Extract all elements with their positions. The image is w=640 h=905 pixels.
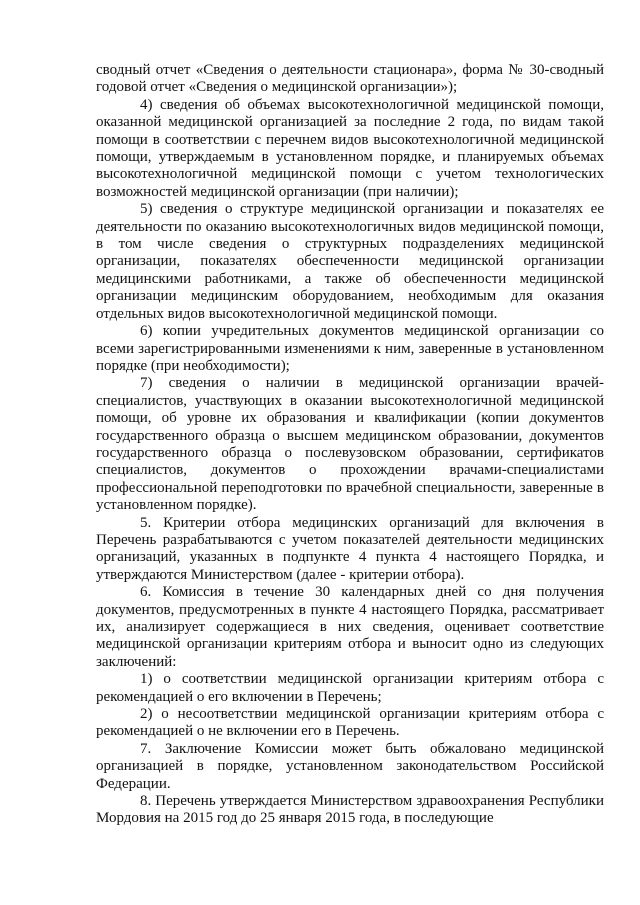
paragraph-item-5: 5) сведения о структуре медицинской организации и показателях ее деятельности по оказанию высокотехнологичных видов медицинской помощи, в том числе сведения о структурных подразделениях медицинской организации, показателях обеспеченности медицинской организации медицинскими работниками, а также об обеспеченности медицинской организации медицинским оборудованием, необходимым для оказания отдельных видов высокотехнологичной медицинской помощи.: [96, 201, 604, 322]
paragraph-item-4: 4) сведения об объемах высокотехнологичной медицинской помощи, оказанной медицинской организацией за последние 2 года, по видам такой помощи в соответствии с перечнем видов высокотехнологичной медицинской помощи, утверждаемым в установленном порядке, и планируемых объемах высокотехнологичной медицинской помощи с учетом технологических возможностей медицинской организации (при наличии);: [96, 96, 604, 200]
paragraph-item-7: 7) сведения о наличии в медицинской организации врачей-специалистов, участвующих в оказании высокотехнологичной медицинской помощи, об уровне их образования и квалификации (копии документов государственного образца о высшем медицинском образовании, документов государственного образца о послевузовском образовании, сертификатов специалистов, документов о прохождении врачами-специалистами профессиональной переподготовки по врачебной специальности, заверенные в установленном порядке).: [96, 375, 604, 514]
paragraph-section-5: 5. Критерии отбора медицинских организаций для включения в Перечень разрабатываются с учетом показателей деятельности медицинских организаций, указанных в подпункте 4 пункта 4 настоящего Порядка, и утверждаются Министерством (далее - критерии отбора).: [96, 514, 604, 583]
paragraph-conclusion-2: 2) о несоответствии медицинской организации критериям отбора с рекомендацией о не включении его в Перечень.: [96, 706, 604, 740]
paragraph-item-6: 6) копии учредительных документов медицинской организации со всеми зарегистрированными изменениями к ним, заверенные в установленном порядке (при необходимости);: [96, 323, 604, 374]
paragraph-section-8: 8. Перечень утверждается Министерством здравоохранения Республики Мордовия на 2015 год до 25 января 2015 года, в последующие: [96, 793, 604, 827]
paragraph-conclusion-1: 1) о соответствии медицинской организации критериям отбора с рекомендацией о его включении в Перечень;: [96, 671, 604, 705]
paragraph-continuation: сводный отчет «Сведения о деятельности стационара», форма № 30-сводный годовой отчет «Сведения о медицинской организации»);: [96, 62, 604, 96]
paragraph-section-6: 6. Комиссия в течение 30 календарных дней со дня получения документов, предусмотренных в пункте 4 настоящего Порядка, рассматривает их, анализирует содержащиеся в них сведения, оценивает соответствие медицинской организации критериям отбора и выносит одно из следующих заключений:: [96, 584, 604, 670]
paragraph-section-7: 7. Заключение Комиссии может быть обжаловано медицинской организацией в порядке, установленном законодательством Российской Федерации.: [96, 740, 604, 792]
